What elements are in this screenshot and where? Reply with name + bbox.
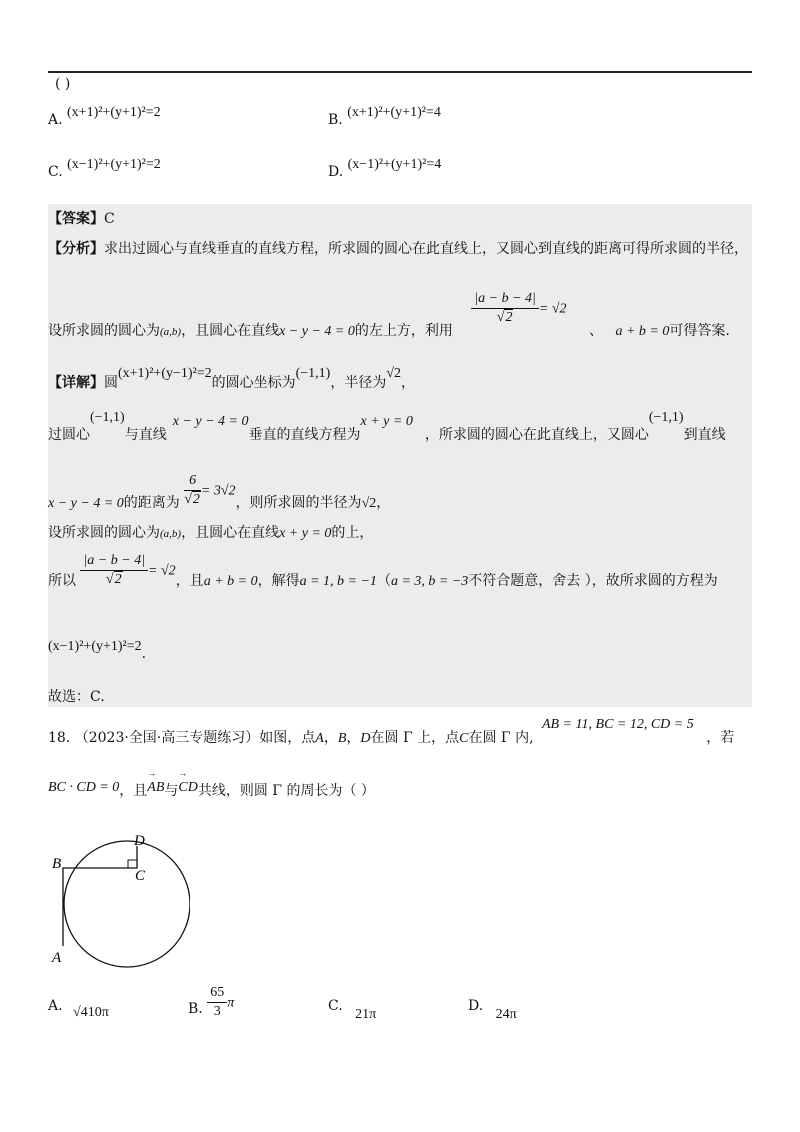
detail-line-5: 所以 $\frac{|a - b - 4|}{√2}$ = √2，且a + b = 0，解得a = 1, b = −1（a = 3, b = −3不符合题意，舍去 ），故所求圆的方程为 <box>48 553 718 589</box>
option-b: B. (x+1)²+(y+1)²=4 <box>328 105 441 128</box>
right-angle-mark <box>128 860 137 868</box>
q18-source: （2023·全国·高三专题练习） <box>74 730 260 746</box>
abs-fraction: $\frac{|a - b - 4|}{√2}$ <box>471 290 539 327</box>
analysis-line-2: 设所求圆的圆心为$_{(a,b)}$，且圆心在直线x − y − 4 = 0的左上方，利用 $\frac{|a - b - 4|}{√2}$ = √2 、 a + b = 0可得答案. <box>48 291 730 339</box>
label-b: B <box>52 856 62 872</box>
detail-line-4: 设所求圆的圆心为(a,b)，且圆心在直线x + y = 0的上， <box>48 525 374 541</box>
answer-line: 【答案】C <box>48 211 115 227</box>
label-c: C <box>135 868 146 884</box>
option-a-expr: (x+1)²+(y+1)²=2 <box>67 105 161 120</box>
q18-given: AB = 11, BC = 12, CD = 5 <box>542 717 694 732</box>
option-d: D. (x−1)²+(y+1)²=4 <box>328 157 442 180</box>
detail-line-3: x − y − 4 = 0的距离为 $\frac{6}{√2}$ = 3√2，则所求圆的半径为√2， <box>48 473 391 511</box>
q18-option-a: A. √410π <box>48 998 109 1020</box>
vector-cd: → CD <box>178 780 197 796</box>
option-c-expr: (x−1)²+(y+1)²=2 <box>67 157 161 172</box>
distance-fraction: $\frac{6}{√2}$ <box>184 473 200 507</box>
analysis-line-1: 【分析】求出过圆心与直线垂直的直线方程，所求圆的圆心在此直线上，又圆心到直线的距离可得所求圆的半径， <box>48 241 748 257</box>
option-c: C. (x−1)²+(y+1)²=2 <box>48 157 161 180</box>
q18-option-b: B. $\frac{65}{3}$ π <box>188 985 235 1019</box>
final-equation: (x−1)²+(y+1)²=2. <box>48 639 147 662</box>
detail-line-1: 【详解】圆(x+1)²+(y−1)²=2的圆心坐标为(−1,1)，半径为√2， <box>48 366 416 391</box>
option-b-expr: (x+1)²+(y+1)²=4 <box>347 105 441 120</box>
option-a: A. (x+1)²+(y+1)²=2 <box>48 105 161 128</box>
q18-dot-product: BC · CD = 0 <box>48 780 120 795</box>
vector-ab: → AB <box>147 780 164 796</box>
q18-number: 18. <box>48 730 71 746</box>
q18-option-d: D. 24π <box>468 998 517 1022</box>
answer-value: C <box>104 211 115 227</box>
q18-line-2: BC · CD = 0，且→ AB与→ CD共线，则圆 Γ 的周长为（ ） <box>48 780 375 800</box>
header-rule <box>48 71 752 73</box>
label-a: A <box>52 950 62 966</box>
q18-option-c: C. 21π <box>328 998 377 1022</box>
path-abcd <box>63 846 137 946</box>
circle-figure <box>40 828 190 968</box>
label-d: D <box>134 833 145 849</box>
final-choice: 故选：C. <box>48 689 105 705</box>
q18-line-1: 18. （2023·全国·高三专题练习）如图，点A，B，D在圆 Γ 上，点C在圆 Γ 内, AB = 11, BC = 12, CD = 5 ，若 <box>48 717 735 746</box>
condition-fraction: $\frac{|a - b - 4|}{√2}$ <box>80 552 148 589</box>
answer-block <box>48 204 752 707</box>
option-d-expr: (x−1)²+(y+1)²=4 <box>347 157 442 172</box>
answer-bracket: ( ) <box>55 76 71 92</box>
circle-gamma <box>64 841 190 967</box>
detail-line-2: 过圆心(−1,1)与直线x − y − 4 = 0垂直的直线方程为x + y = 0，所求圆的圆心在此直线上，又圆心(−1,1)到直线 <box>48 410 726 443</box>
